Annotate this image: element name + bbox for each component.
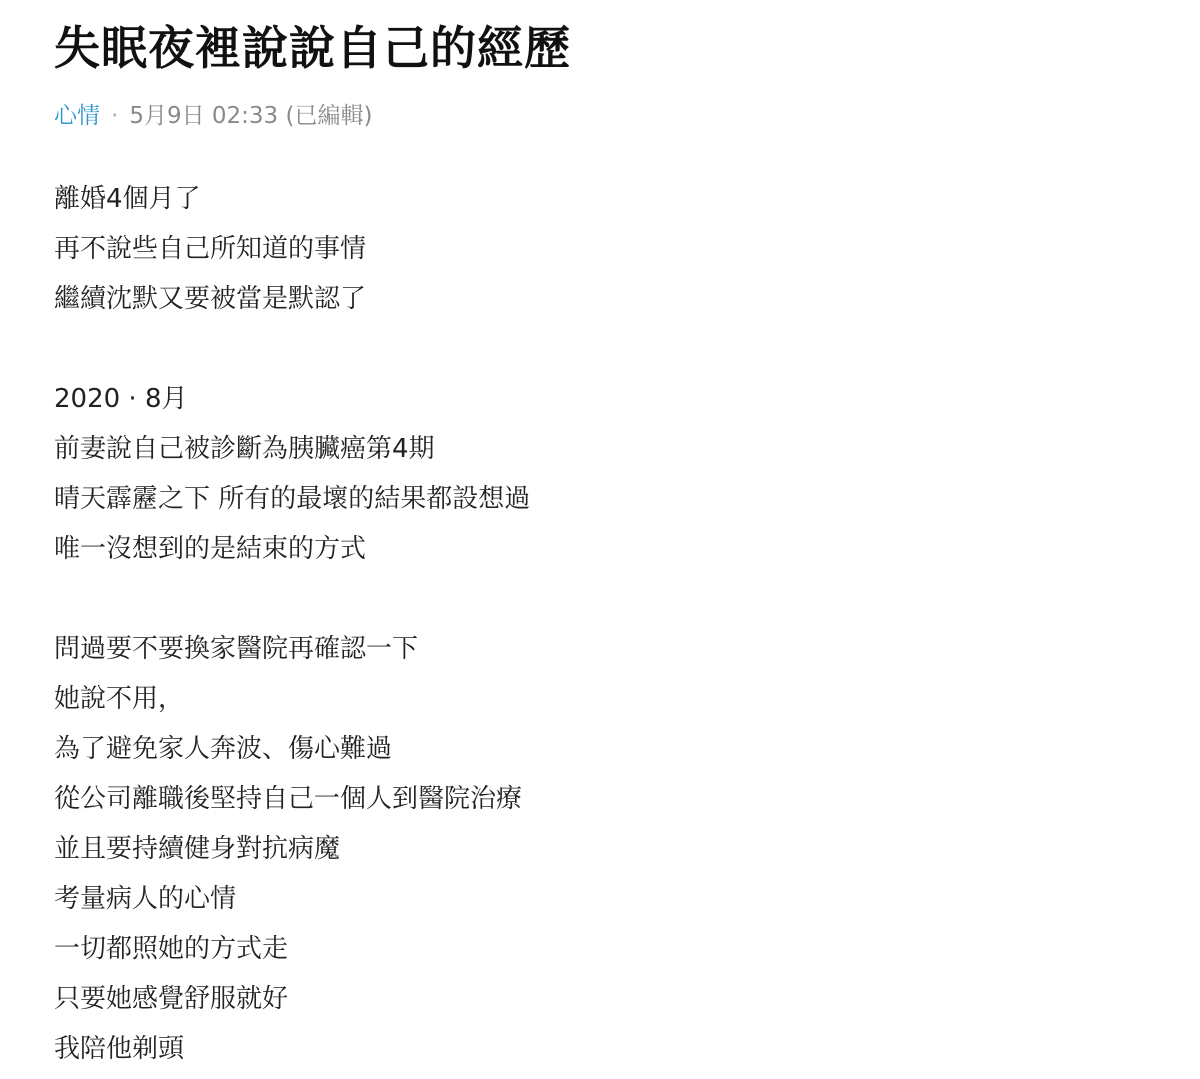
- post-datetime: 5月9日 02:33: [129, 103, 279, 129]
- content-line: 我陪他剃頭: [54, 1034, 185, 1064]
- category-link[interactable]: 心情: [54, 103, 100, 129]
- content-line: 晴天霹靂之下 所有的最壞的結果都設想過: [54, 484, 531, 514]
- content-line: 她說不用，: [54, 684, 185, 714]
- post-content: [54, 174, 1200, 1074]
- content-line: 離婚4個月了: [54, 184, 201, 214]
- meta-separator: ·: [111, 103, 119, 129]
- content-line: 再不說些自己所知道的事情: [54, 234, 367, 264]
- content-line: 只要她感覺舒服就好: [54, 984, 289, 1014]
- content-line: 從公司離職後堅持自己一個人到醫院治療: [54, 784, 523, 814]
- blank-line: [54, 574, 1200, 624]
- content-line: 考量病人的心情: [54, 884, 237, 914]
- edited-label: (已編輯): [285, 103, 373, 129]
- content-line: 為了避免家人奔波、傷心難過: [54, 734, 393, 764]
- content-line: 並且要持續健身對抗病魔: [54, 834, 341, 864]
- blank-line: [54, 324, 1200, 374]
- post-title: 失眠夜裡說說自己的經歷: [54, 21, 571, 75]
- content-line: 前妻說自己被診斷為胰臟癌第4期: [54, 434, 435, 464]
- content-line: 唯一沒想到的是結束的方式: [54, 534, 367, 564]
- post-meta: [54, 98, 1200, 134]
- content-line: 2020 · 8月: [54, 384, 188, 414]
- content-line: 問過要不要換家醫院再確認一下: [54, 634, 419, 664]
- content-line: 一切都照她的方式走: [54, 934, 289, 964]
- content-line: 繼續沈默又要被當是默認了: [54, 284, 367, 314]
